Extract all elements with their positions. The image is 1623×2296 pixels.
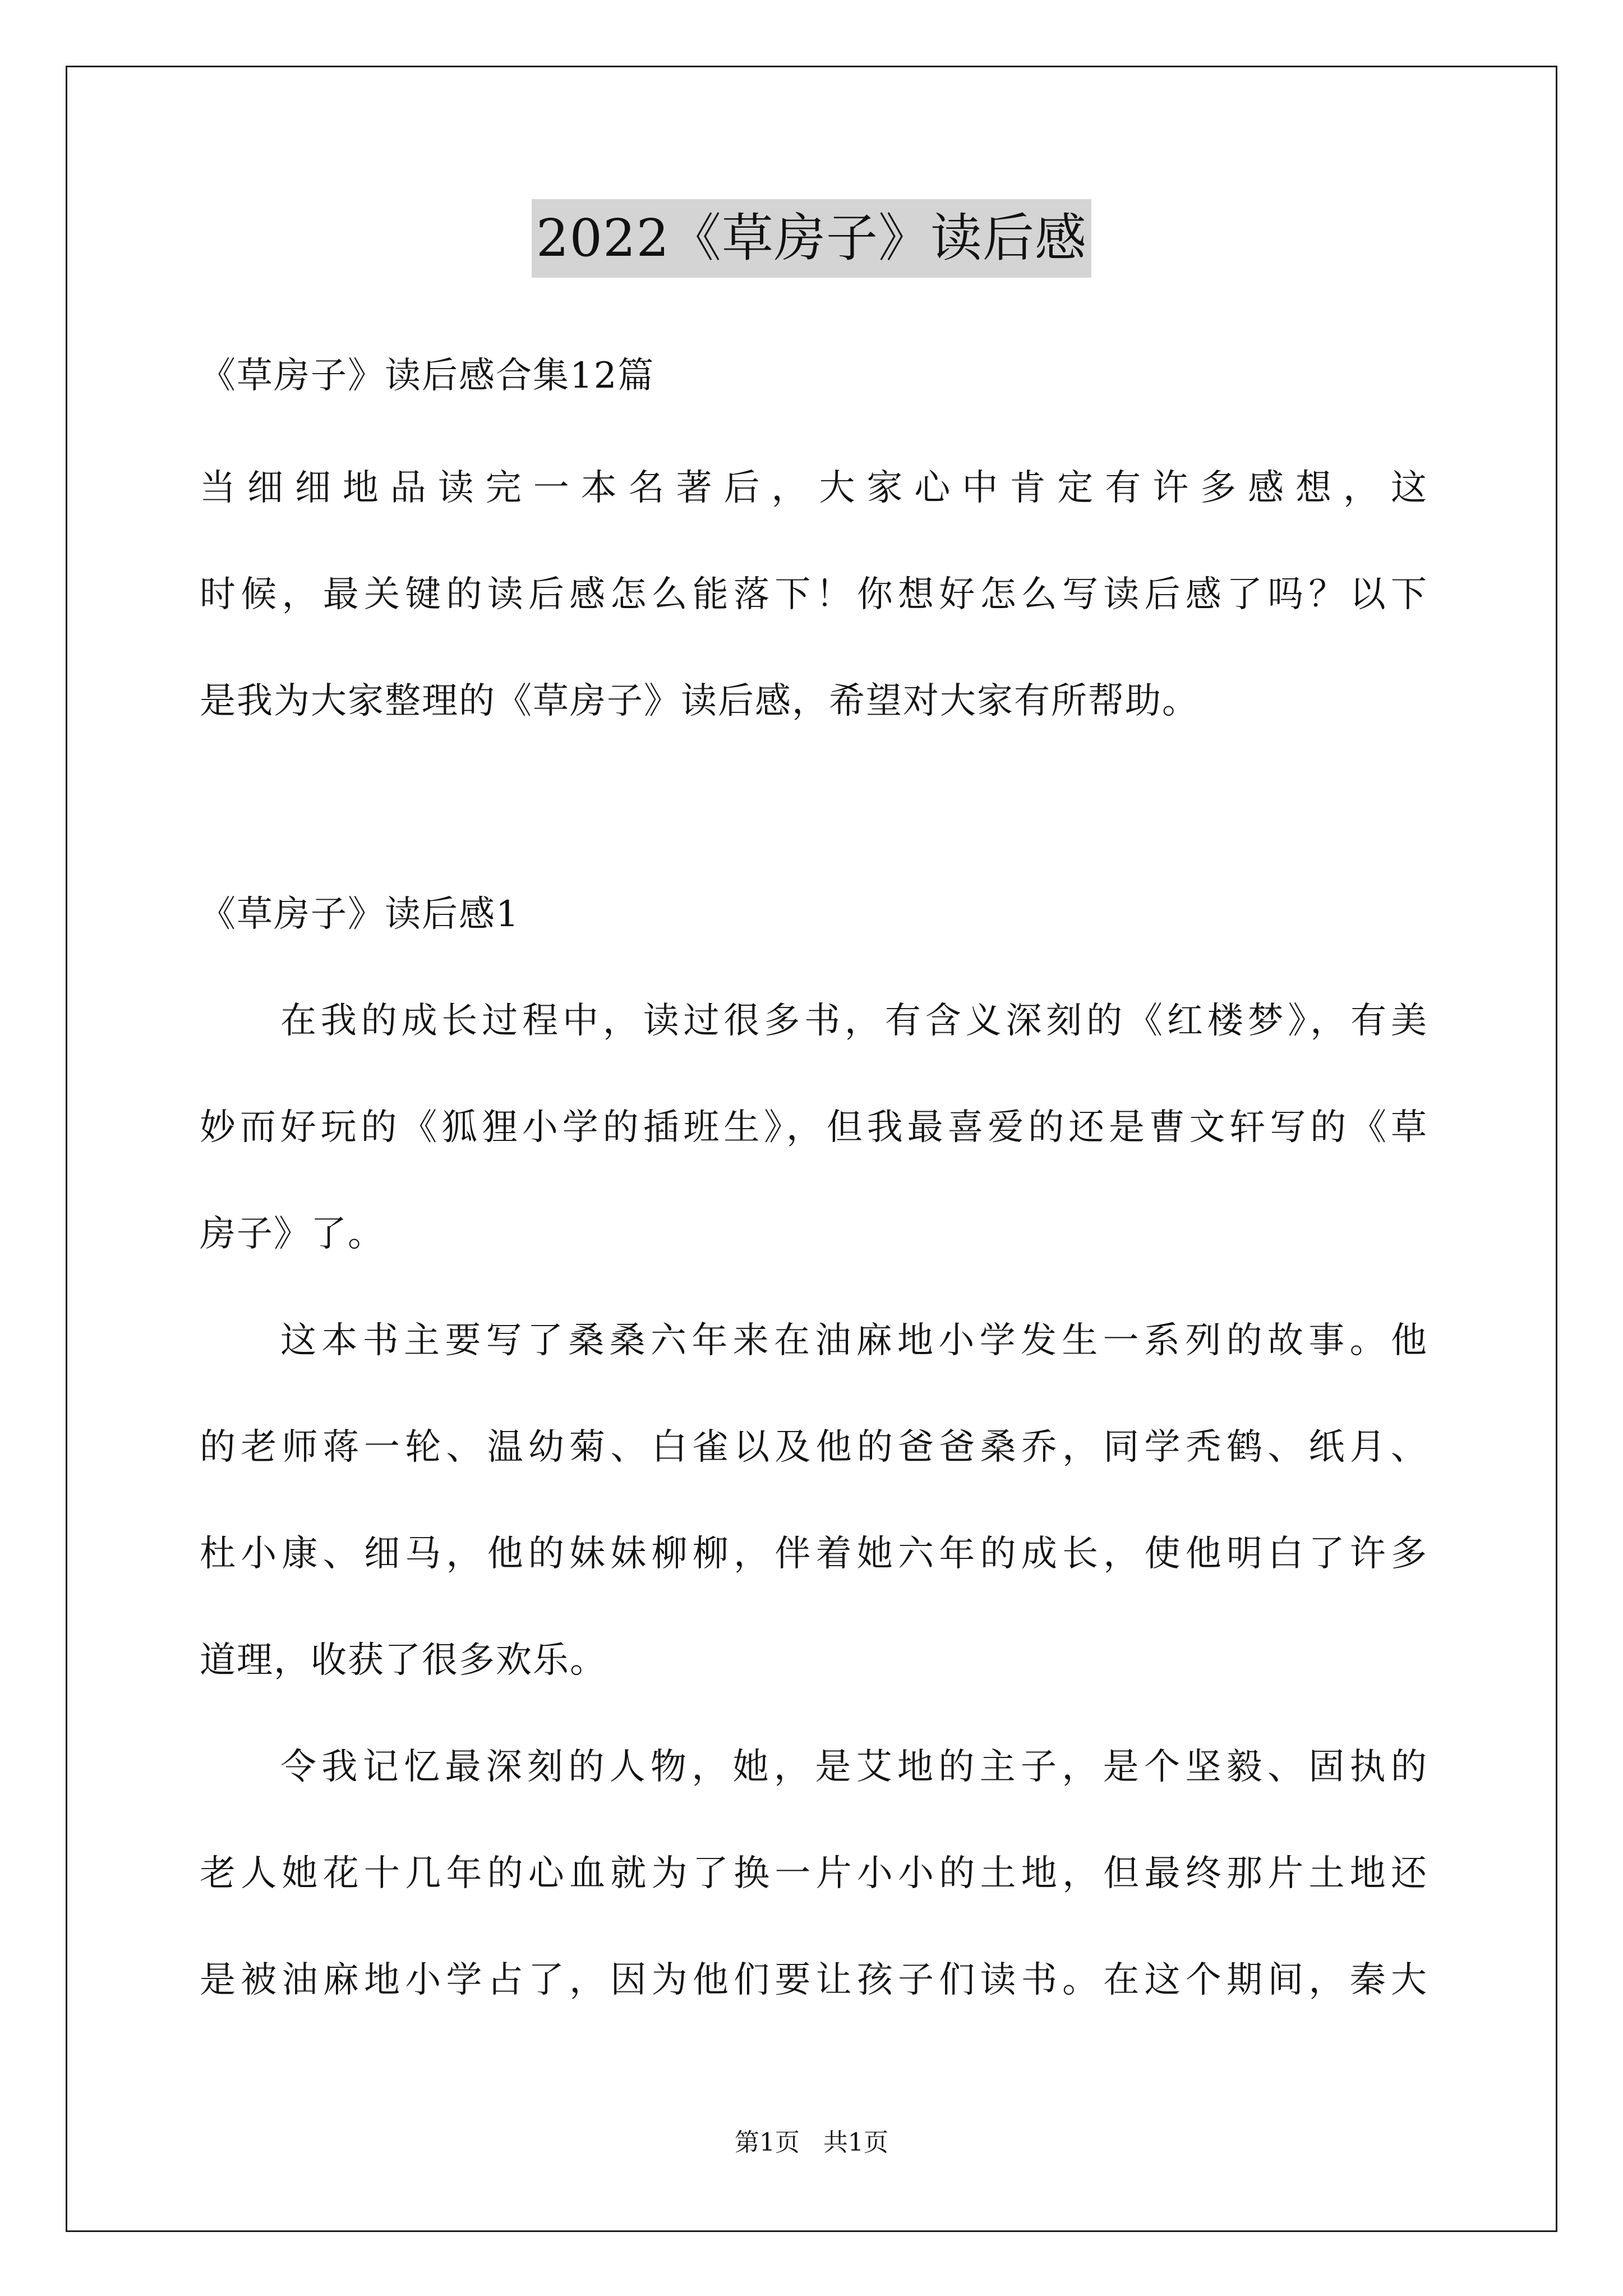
page-footer: 第1页 共1页	[735, 2128, 888, 2157]
paragraph-line: 道理，收获了很多欢乐。	[200, 1640, 607, 1681]
subtitle: 《草房子》读后感合集12篇	[200, 355, 655, 397]
paragraph-line: 杜小康、细马，他的妹妹柳柳，伴着她六年的成长，使他明白了许多	[200, 1533, 1428, 1575]
document-title: 2022《草房子》读后感	[532, 199, 1091, 278]
paragraph-line: 令我记忆最深刻的人物，她，是艾地的主子，是个坚毅、固执的	[280, 1746, 1428, 1788]
paragraph-line: 这本书主要写了桑桑六年来在油麻地小学发生一系列的故事。他	[280, 1320, 1428, 1361]
intro-line: 时候，最关键的读后感怎么能落下！你想好怎么写读后感了吗？以下	[200, 574, 1428, 615]
intro-line: 当细细地品读完一本名著后，大家心中肯定有许多感想，这	[200, 467, 1428, 509]
section-heading: 《草房子》读后感1	[200, 894, 520, 935]
paragraph-line: 在我的成长过程中，读过很多书，有含义深刻的《红楼梦》，有美	[280, 1000, 1428, 1042]
paragraph-line: 妙而好玩的《狐狸小学的插班生》，但我最喜爱的还是曹文轩写的《草	[200, 1107, 1428, 1148]
paragraph-line: 是被油麻地小学占了，因为他们要让孩子们读书。在这个期间，秦大	[200, 1959, 1428, 2001]
paragraph-line: 老人她花十几年的心血就为了换一片小小的土地，但最终那片土地还	[200, 1853, 1428, 1894]
paragraph-line: 的老师蒋一轮、温幼菊、白雀以及他的爸爸桑乔，同学秃鹤、纸月、	[200, 1427, 1428, 1468]
intro-line: 是我为大家整理的《草房子》读后感，希望对大家有所帮助。	[200, 680, 1199, 722]
paragraph-line: 房子》了。	[200, 1213, 385, 1255]
title-container	[0, 199, 1623, 278]
